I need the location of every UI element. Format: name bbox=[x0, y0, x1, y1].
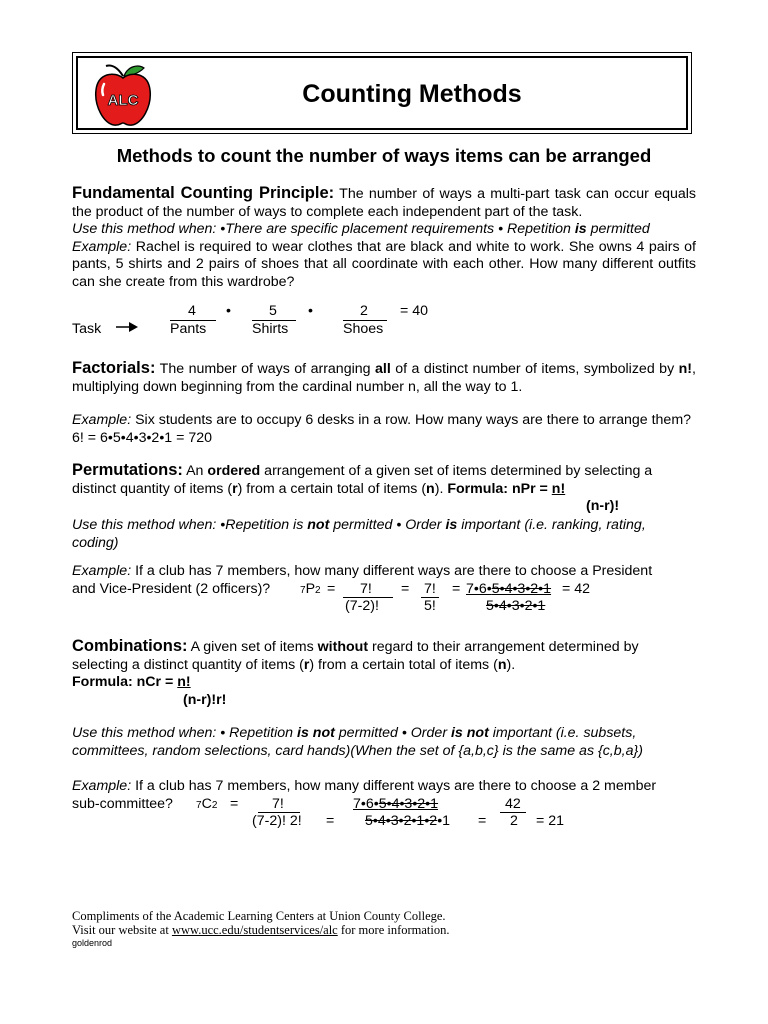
combinations-example-line2: sub-committee? bbox=[72, 796, 173, 812]
combinations-example-label: Example: bbox=[72, 778, 132, 794]
factorials-body-n: n! bbox=[678, 361, 693, 377]
factorials-definition bbox=[72, 360, 696, 396]
permutations-body-b: arrangement of a given set of items determined by selecting a distinct quantity of items ( bbox=[72, 463, 653, 497]
combinations-frac2-num-b: 5•4•3•2•1 bbox=[378, 796, 439, 812]
combinations-formula-num: n! bbox=[177, 674, 191, 690]
combinations-frac2-den-b: •1 bbox=[437, 813, 451, 829]
permutations-formula-num: n! bbox=[551, 480, 566, 497]
factorials-body-b: of a distinct number of items, symbolized by bbox=[390, 361, 679, 377]
combinations-use bbox=[72, 725, 696, 760]
fcp-heading: Fundamental Counting Principle: bbox=[72, 184, 335, 202]
combinations-formula-den: (n-r)!r! bbox=[183, 692, 227, 708]
permutations-body-d: ). bbox=[434, 480, 448, 497]
footer bbox=[72, 909, 450, 937]
permutations-symbol bbox=[300, 581, 321, 597]
combinations-sym-pre: 7 bbox=[196, 800, 202, 811]
permutations-use-not: not bbox=[307, 517, 330, 533]
fcp-section bbox=[72, 185, 696, 291]
subtitle: Methods to count the number of ways items can be arranged bbox=[116, 145, 652, 166]
permutations-frac3-num-a: 7•6• bbox=[466, 581, 492, 597]
permutations-example bbox=[72, 563, 696, 581]
factorials-example bbox=[72, 412, 696, 447]
fcp-value-shoes: 2 bbox=[360, 303, 368, 319]
combinations-sym-c: C bbox=[201, 796, 212, 812]
permutations-frac1-num: 7! bbox=[360, 581, 372, 597]
combinations-formula bbox=[72, 674, 191, 690]
permutations-use bbox=[72, 517, 696, 552]
permutations-heading: Permutations: bbox=[72, 461, 183, 479]
combinations-frac2-den-a: 5•4•3•2•1•2 bbox=[365, 813, 438, 829]
combinations-n: n bbox=[497, 656, 507, 673]
permutations-formula-label: Formula: nPr = bbox=[447, 480, 552, 497]
fcp-use-b: permitted bbox=[586, 221, 650, 237]
combinations-body-d: ). bbox=[506, 656, 516, 673]
permutations-formula-den: (n-r)! bbox=[586, 498, 620, 514]
arrow-right-icon bbox=[115, 321, 139, 333]
permutations-use-prefix: Use this method when: •Repetition is bbox=[72, 517, 308, 533]
permutations-r: r bbox=[232, 480, 238, 497]
permutations-sym-p: P bbox=[305, 581, 316, 597]
permutations-frac1-den: (7-2)! bbox=[345, 598, 379, 614]
permutations-example-text: If a club has 7 members, how many different ways are there to choose a President bbox=[131, 563, 653, 579]
combinations-use-isnot-2: is not bbox=[450, 725, 489, 741]
permutations-sym-pre: 7 bbox=[300, 585, 306, 596]
logo-text: ALC bbox=[107, 92, 139, 109]
combinations-frac2-num bbox=[353, 796, 438, 812]
combinations-eq3: = bbox=[478, 813, 487, 829]
combinations-frac1-den: (7-2)! 2! bbox=[252, 813, 302, 829]
fcp-use bbox=[72, 221, 696, 239]
combinations-frac1-num: 7! bbox=[272, 796, 284, 812]
combinations-section bbox=[72, 638, 696, 674]
permutations-example-label: Example: bbox=[72, 563, 132, 579]
combinations-body-a: A given set of items bbox=[187, 639, 318, 655]
permutations-body-c: ) from a certain total of items ( bbox=[237, 480, 427, 497]
combinations-frac3-den: 2 bbox=[510, 813, 518, 829]
combinations-use-b: permitted • Order bbox=[334, 725, 451, 741]
permutations-example-line2: and Vice-President (2 officers)? bbox=[72, 581, 271, 597]
permutations-eq2: = bbox=[401, 581, 410, 597]
combinations-body-b: regard to their arrangement determined by selecting a distinct quantity of items ( bbox=[72, 639, 639, 673]
permutations-frac3-den: 5•4•3•2•1 bbox=[486, 598, 546, 614]
fcp-task-label: Task bbox=[72, 321, 102, 337]
combinations-use-isnot-1: is not bbox=[297, 725, 335, 741]
footer-line-2-a: Visit our website at bbox=[72, 923, 172, 937]
combinations-use-prefix: Use this method when: • Repetition bbox=[72, 725, 297, 741]
factorials-body-a: The number of ways of arranging bbox=[155, 361, 375, 377]
fcp-use-a: •There are specific placement requirements • Repetition bbox=[220, 221, 575, 237]
page-title: Counting Methods bbox=[302, 80, 522, 108]
fcp-result: = 40 bbox=[400, 303, 429, 319]
combinations-result: = 21 bbox=[536, 813, 565, 829]
website-link[interactable]: www.ucc.edu/studentservices/alc bbox=[171, 923, 338, 937]
fcp-label-shirts: Shirts bbox=[252, 321, 289, 337]
combinations-body-without: without bbox=[317, 639, 369, 655]
combinations-body-c: ) from a certain total of items ( bbox=[309, 656, 498, 673]
permutations-definition bbox=[72, 462, 696, 498]
combinations-symbol bbox=[196, 796, 217, 812]
fcp-example-label: Example: bbox=[72, 238, 132, 255]
permutations-section bbox=[72, 462, 696, 498]
combinations-use-c: important (i.e. subsets, committees, random selections, card hands)(When the set of {a,b,c} is the same as {c,b,a}) bbox=[72, 725, 643, 759]
combinations-frac2-den bbox=[365, 813, 450, 829]
permutations-body-a: An bbox=[182, 463, 208, 479]
footer-line-2 bbox=[72, 923, 450, 937]
permutations-eq3: = bbox=[452, 581, 461, 597]
combinations-definition bbox=[72, 638, 696, 674]
combinations-example bbox=[72, 778, 696, 796]
factorials-body-c: , multiplying down beginning from the cardinal number n, all the way to 1. bbox=[72, 361, 696, 395]
fcp-label-shoes: Shoes bbox=[343, 321, 384, 337]
permutations-n: n bbox=[426, 480, 435, 497]
fcp-dot-2: • bbox=[308, 303, 313, 319]
fcp-dot-1: • bbox=[226, 303, 231, 319]
permutations-use-is: is bbox=[445, 517, 458, 533]
factorials-body-all: all bbox=[375, 361, 391, 377]
footer-paper-color: goldenrod bbox=[72, 938, 113, 948]
fcp-definition bbox=[72, 185, 696, 221]
footer-line-2-b: for more information. bbox=[337, 923, 450, 937]
permutations-use-b: permitted • Order bbox=[329, 517, 446, 533]
header-box bbox=[72, 52, 692, 134]
combinations-sym-post: 2 bbox=[211, 800, 218, 811]
fcp-use-prefix: Use this method when: bbox=[72, 221, 221, 237]
permutations-eq1: = bbox=[327, 581, 336, 597]
permutations-use-c: important (i.e. ranking, rating, coding) bbox=[72, 517, 646, 551]
fcp-value-pants: 4 bbox=[188, 303, 196, 319]
fcp-use-is: is bbox=[574, 221, 587, 237]
combinations-eq1: = bbox=[230, 796, 239, 812]
combinations-formula-label: Formula: nCr = bbox=[72, 674, 178, 690]
permutations-result: = 42 bbox=[562, 581, 591, 597]
permutations-frac2-den: 5! bbox=[424, 598, 436, 614]
fcp-example-text: Rachel is required to wear clothes that are black and white to work. She owns 4 pairs of pants, 5 shirts and 2 pairs of shoes that all coordinate with each other. How many different outfits can she create from this wardrobe? bbox=[72, 238, 696, 290]
permutations-frac3-num bbox=[466, 581, 551, 597]
combinations-frac2-num-a: 7•6• bbox=[353, 796, 379, 812]
fcp-value-shirts: 5 bbox=[269, 303, 277, 319]
fcp-label-pants: Pants bbox=[170, 321, 207, 337]
permutations-sym-post: 2 bbox=[315, 585, 321, 596]
factorials-example-text: Six students are to occupy 6 desks in a row. How many ways are there to arrange them? 6! = 6•5•4•3•2•1 = 720 bbox=[72, 412, 692, 446]
combinations-heading: Combinations: bbox=[72, 637, 188, 655]
combinations-eq2: = bbox=[326, 813, 335, 829]
factorials-heading: Factorials: bbox=[72, 359, 156, 377]
factorials-section bbox=[72, 360, 696, 447]
combinations-example-text: If a club has 7 members, how many different ways are there to choose a 2 member bbox=[131, 778, 657, 794]
fcp-example bbox=[72, 239, 696, 292]
permutations-frac3-num-b: 5•4•3•2•1 bbox=[491, 581, 552, 597]
footer-line-1: Compliments of the Academic Learning Centers at Union County College. bbox=[72, 909, 446, 923]
fcp-body: The number of ways a multi-part task can occur equals the product of the number of ways to complete each independent part of the task. bbox=[72, 186, 697, 220]
combinations-r: r bbox=[303, 656, 310, 673]
combinations-frac3-num: 42 bbox=[505, 796, 521, 812]
factorials-example-label: Example: bbox=[72, 412, 132, 428]
permutations-body-ordered: ordered bbox=[207, 463, 261, 479]
header-inner-border bbox=[76, 56, 688, 130]
permutations-frac2-num: 7! bbox=[424, 581, 436, 597]
